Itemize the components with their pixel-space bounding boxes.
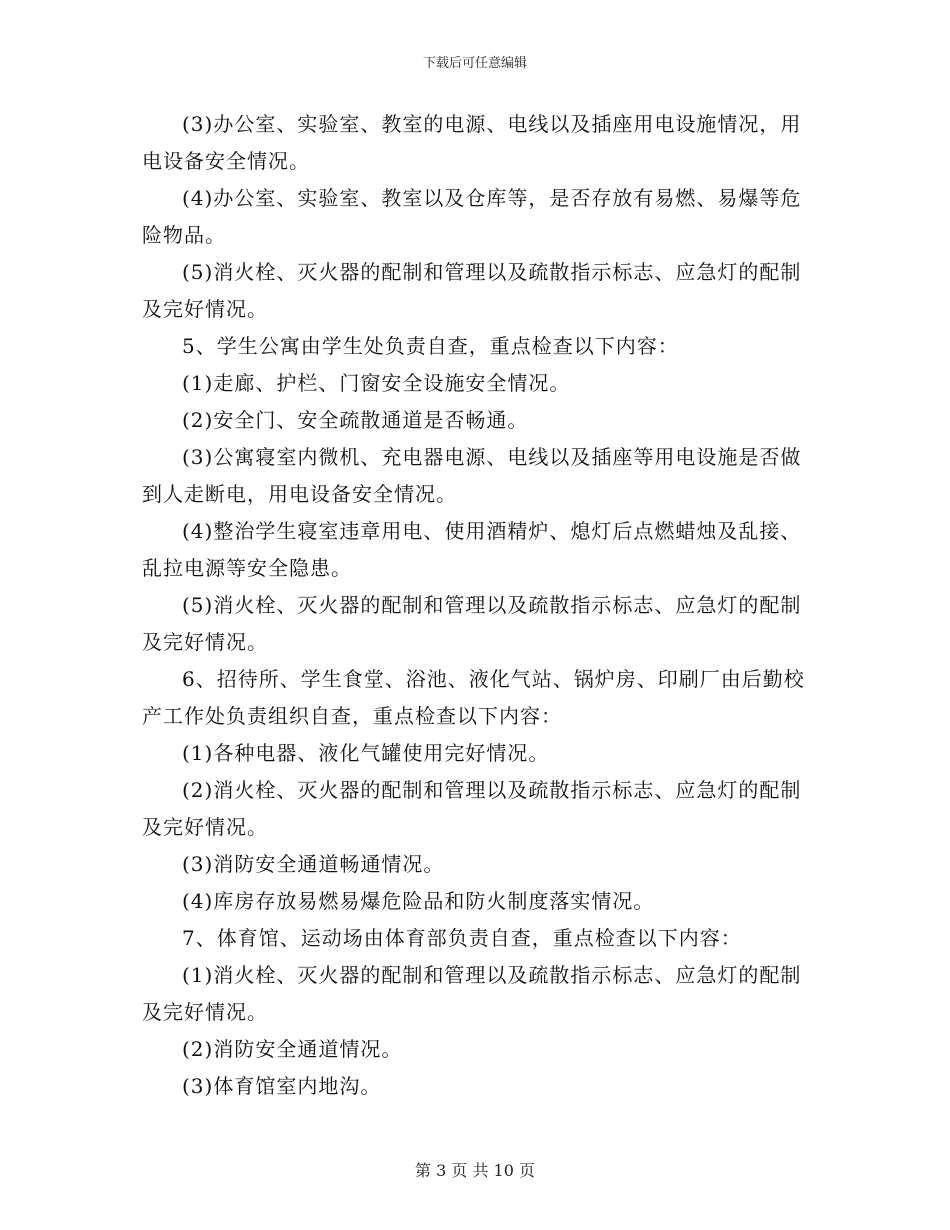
page-header: 下载后可任意编辑 (422, 56, 527, 71)
paragraph: (2)消防安全通道情况。 (182, 1037, 403, 1061)
paragraph: (4)整治学生寝室违章用电、使用酒精炉、熄灯后点燃蜡烛及乱接、乱拉电源等安全隐患。 (142, 519, 802, 580)
paragraph: (2)消火栓、灭火器的配制和管理以及疏散指示标志、应急灯的配制及完好情况。 (142, 778, 802, 839)
paragraph: (4)库房存放易燃易爆危险品和防火制度落实情况。 (182, 889, 655, 913)
paragraph: (1)各种电器、液化气罐使用完好情况。 (182, 741, 550, 765)
paragraph: (1)消火栓、灭火器的配制和管理以及疏散指示标志、应急灯的配制及完好情况。 (142, 963, 802, 1024)
paragraph: (2)安全门、安全疏散通道是否畅通。 (182, 408, 529, 432)
section-heading: 7、体育馆、运动场由体育部负责自查，重点检查以下内容： (182, 926, 742, 950)
paragraph: (3)消防安全通道畅通情况。 (182, 852, 445, 876)
document-body (142, 106, 808, 1105)
paragraph: (3)公寓寝室内微机、充电器电源、电线以及插座等用电设施是否做到人走断电，用电设备安全情况。 (142, 445, 802, 506)
paragraph: (3)办公室、实验室、教室的电源、电线以及插座用电设施情况，用电设备安全情况。 (142, 112, 802, 173)
paragraph: (5)消火栓、灭火器的配制和管理以及疏散指示标志、应急灯的配制及完好情况。 (142, 260, 802, 321)
paragraph: (5)消火栓、灭火器的配制和管理以及疏散指示标志、应急灯的配制及完好情况。 (142, 593, 802, 654)
page-number: 第 3 页 共 10 页 (415, 1161, 535, 1180)
paragraph: (3)体育馆室内地沟。 (182, 1074, 382, 1098)
paragraph: (1)走廊、护栏、门窗安全设施安全情况。 (182, 371, 571, 395)
paragraph: (4)办公室、实验室、教室以及仓库等，是否存放有易燃、易爆等危险物品。 (142, 186, 802, 247)
section-heading: 6、招待所、学生食堂、浴池、液化气站、锅炉房、印刷厂由后勤校产工作处负责组织自查，重点检查以下内容： (142, 667, 805, 728)
section-heading: 5、学生公寓由学生处负责自查，重点检查以下内容： (182, 334, 679, 358)
